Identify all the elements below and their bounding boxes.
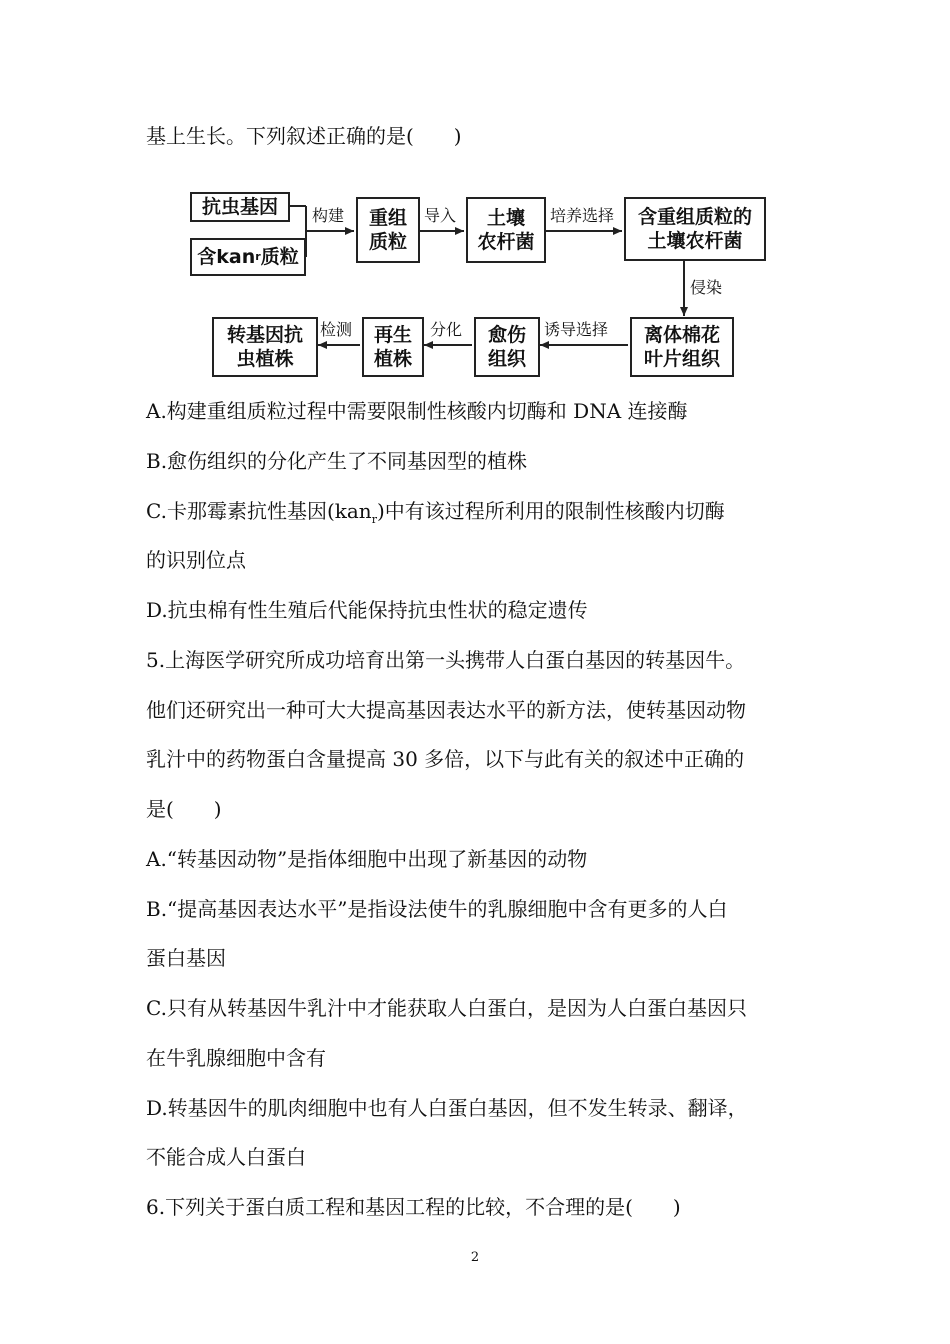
box-recombinant-plasmid: 重组 质粒 bbox=[356, 197, 420, 263]
q4-option-b: B.愈伤组织的分化产生了不同基因型的植株 bbox=[146, 449, 528, 473]
q5-option-b-line1: B.“提高基因表达水平”是指设法使牛的乳腺细胞中含有更多的人白 bbox=[146, 897, 728, 921]
label-select: 培养选择 bbox=[550, 206, 615, 225]
box-agro-with-plasmid: 含重组质粒的 土壤农杆菌 bbox=[624, 197, 766, 261]
label-diff: 分化 bbox=[430, 320, 463, 339]
q5-option-c-line1: C.只有从转基因牛乳汁中才能获取人白蛋白，是因为人白蛋白基因只 bbox=[146, 996, 747, 1020]
q5-option-c-line2: 在牛乳腺细胞中含有 bbox=[146, 1046, 326, 1070]
q5-option-d-line1: D.转基因牛的肌肉细胞中也有人白蛋白基因，但不发生转录、翻译， bbox=[146, 1096, 748, 1120]
label-infect: 侵染 bbox=[690, 278, 723, 297]
q4-c-suffix: )中有该过程所利用的限制性核酸内切酶 bbox=[376, 499, 725, 523]
label-detect: 检测 bbox=[320, 320, 353, 339]
label-build: 构建 bbox=[312, 206, 345, 225]
box-regenerated-plant: 再生 植株 bbox=[362, 317, 424, 377]
q4-option-d: D.抗虫棉有性生殖后代能保持抗虫性状的稳定遗传 bbox=[146, 598, 588, 622]
box-gene: 抗虫基因 bbox=[190, 192, 290, 222]
label-import: 导入 bbox=[424, 206, 457, 225]
box-transgenic-plant: 转基因抗 虫植株 bbox=[212, 317, 318, 377]
q5-stem-line4: 是( ) bbox=[146, 797, 222, 821]
q4-option-c-line2: 的识别位点 bbox=[146, 548, 246, 572]
plasmid-prefix: 含kan bbox=[197, 246, 256, 268]
box-callus: 愈伤 组织 bbox=[474, 317, 540, 377]
q4-option-a: A.构建重组质粒过程中需要限制性核酸内切酶和 DNA 连接酶 bbox=[146, 399, 688, 423]
q4-c-prefix: C.卡那霉素抗性基因(kan bbox=[146, 499, 372, 523]
q5-stem-line3: 乳汁中的药物蛋白含量提高 30 多倍，以下与此有关的叙述中正确的 bbox=[146, 747, 745, 771]
flowchart bbox=[184, 173, 768, 380]
box-agrobacterium: 土壤 农杆菌 bbox=[466, 197, 546, 263]
plasmid-suffix: 质粒 bbox=[260, 246, 299, 268]
intro-line: 基上生长。下列叙述正确的是( ) bbox=[146, 124, 462, 148]
label-induce: 诱导选择 bbox=[544, 320, 609, 339]
q6-stem: 6.下列关于蛋白质工程和基因工程的比较，不合理的是( ) bbox=[146, 1195, 681, 1219]
q5-option-b-line2: 蛋白基因 bbox=[146, 946, 226, 970]
q4-option-c bbox=[146, 497, 725, 525]
q5-stem-line2: 他们还研究出一种可大大提高基因表达水平的新方法，使转基因动物 bbox=[146, 698, 746, 722]
q4-c-sub: r bbox=[371, 513, 377, 526]
q5-option-d-line2: 不能合成人白蛋白 bbox=[146, 1145, 306, 1169]
q5-stem-line1: 5.上海医学研究所成功培育出第一头携带人白蛋白基因的转基因牛。 bbox=[146, 648, 746, 672]
q5-option-a: A.“转基因动物”是指体细胞中出现了新基因的动物 bbox=[146, 847, 588, 871]
box-leaf-tissue: 离体棉花 叶片组织 bbox=[630, 317, 734, 377]
page-number: 2 bbox=[470, 1250, 480, 1265]
box-plasmid: 含kan r 质粒 bbox=[190, 238, 306, 276]
